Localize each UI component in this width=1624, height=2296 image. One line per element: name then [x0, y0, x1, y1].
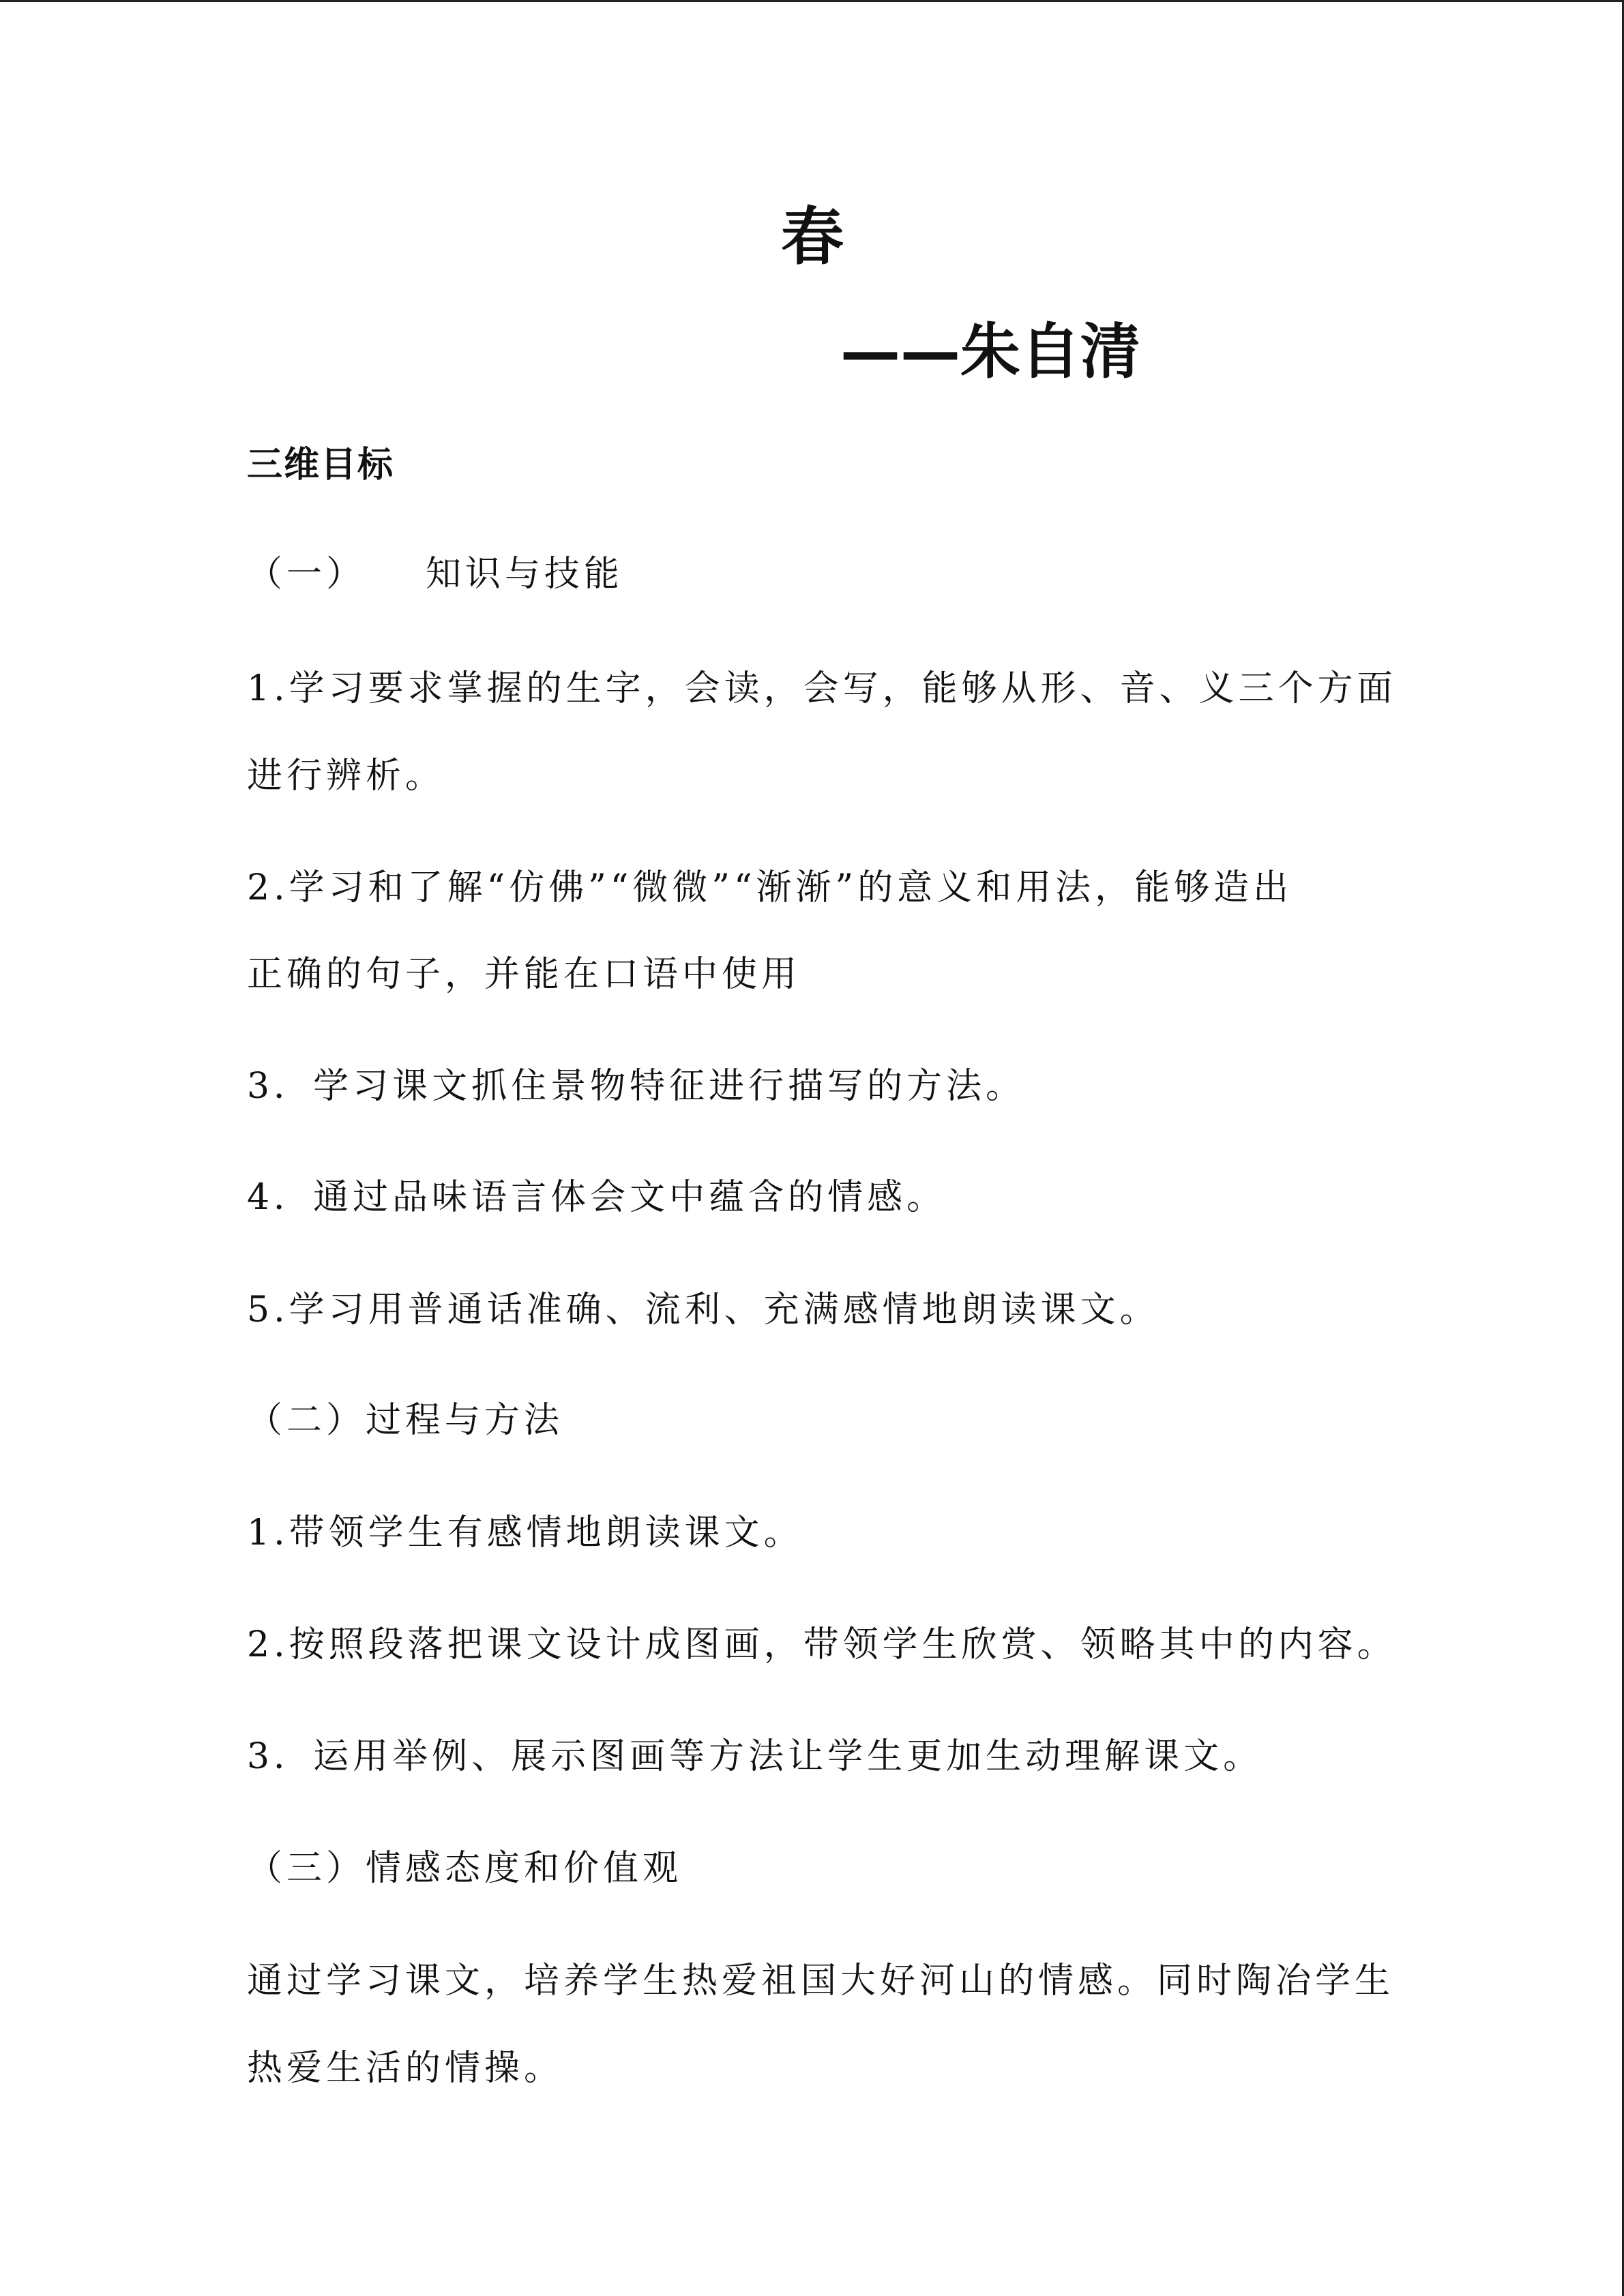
- part1-item-line: 5.学习用普通话准确、流利、充满感情地朗读课文。: [247, 1289, 1160, 1330]
- part3-heading: （三）情感态度和价值观: [247, 1848, 683, 1889]
- part2-item-line: 2.按照段落把课文设计成图画，带领学生欣赏、领略其中的内容。: [247, 1624, 1397, 1665]
- document-author: ——朱自清: [840, 316, 1141, 387]
- section-heading: 三维目标: [247, 445, 395, 486]
- page-top-border: [0, 0, 1624, 2]
- part2-item-line: 3．运用举例、展示图画等方法让学生更加生动理解课文。: [247, 1736, 1263, 1777]
- part1-item-line: 4．通过品味语言体会文中蕴含的情感。: [247, 1177, 947, 1218]
- part3-item-line: 热爱生活的情操。: [247, 2048, 564, 2089]
- part2-item-line: 1.带领学生有感情地朗读课文。: [247, 1512, 803, 1553]
- part1-heading: [247, 550, 623, 599]
- part1-item-line: 3．学习课文抓住景物特征进行描写的方法。: [247, 1066, 1026, 1107]
- part1-item-line: 1.学习要求掌握的生字，会读，会写，能够从形、音、义三个方面: [247, 668, 1397, 709]
- part2-heading: （二）过程与方法: [247, 1400, 564, 1441]
- part1-label: （一）: [247, 554, 366, 595]
- part1-item-line: 进行辨析。: [247, 756, 445, 796]
- part3-item-line: 通过学习课文，培养学生热爱祖国大好河山的情感。同时陶冶学生: [247, 1960, 1395, 2001]
- part1-title: 知识与技能: [426, 554, 624, 595]
- document-title: 春: [781, 200, 844, 273]
- part1-item-line: 2.学习和了解“仿佛”“微微”“渐渐”的意义和用法，能够造出: [247, 867, 1293, 908]
- part1-item-line: 正确的句子，并能在口语中使用: [247, 954, 801, 995]
